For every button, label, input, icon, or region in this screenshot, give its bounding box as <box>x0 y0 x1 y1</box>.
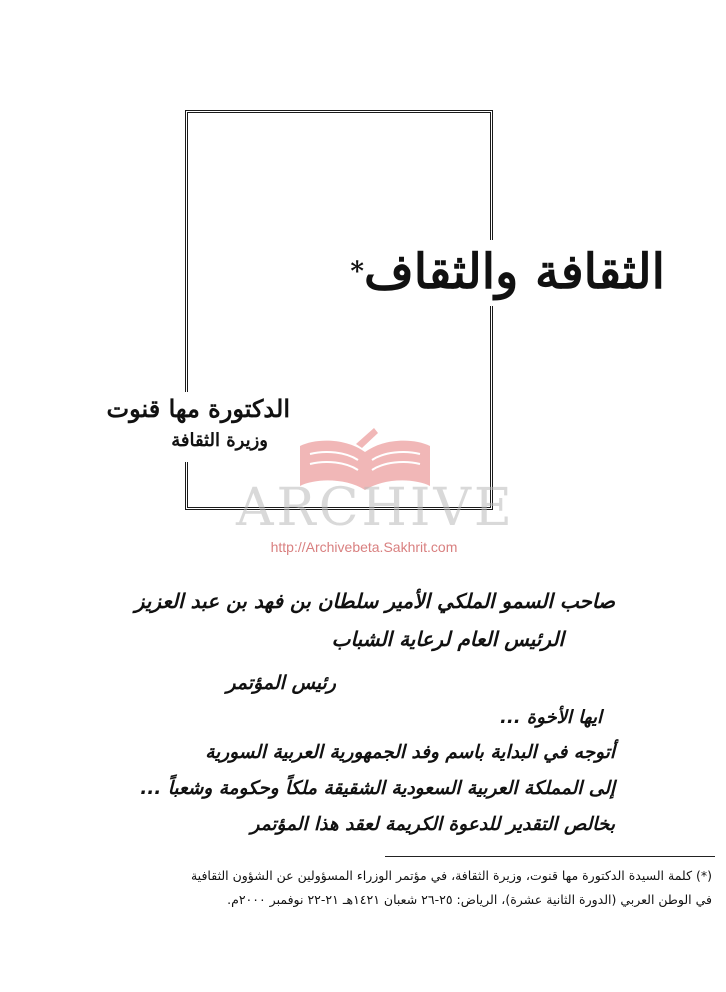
watermark-text: ARCHIVE <box>236 478 515 538</box>
author-block <box>90 392 290 462</box>
article-title <box>340 240 665 306</box>
greeting-line: ايها الأخوة ... <box>500 707 602 728</box>
body-paragraph-line: بخالص التقدير للدعوة الكريمة لعقد هذا المؤتمر <box>250 814 615 835</box>
conference-chair-line: رئيس المؤتمر <box>226 672 336 694</box>
body-paragraph-line: أتوجه في البداية باسم وفد الجمهورية العربية السورية <box>205 742 615 763</box>
footnote-line: (*) كلمة السيدة الدكتورة مها قنوت، وزيرة الثقافة، في مؤتمر الوزراء المسؤولين عن الشؤون الثقافية <box>190 868 712 883</box>
title-footnote-marker: * <box>350 257 364 287</box>
footnote-line: في الوطن العربي (الدورة الثانية عشرة)، الرياض: ٢٥-٢٦ شعبان ١٤٢١هـ ٢١-٢٢ نوفمبر ٢٠٠٠م. <box>227 892 712 907</box>
author-name: الدكتورة مها قنوت <box>106 394 290 423</box>
salutation-line: صاحب السمو الملكي الأمير سلطان بن فهد بن عبد العزيز <box>134 589 615 613</box>
author-role: وزيرة الثقافة <box>171 430 268 451</box>
footnote-divider <box>385 856 715 857</box>
watermark-url: http://Archivebeta.Sakhrit.com <box>270 539 458 555</box>
title-text: الثقافة والثقاف <box>363 244 665 300</box>
body-paragraph-line: إلى المملكة العربية السعودية الشقيقة ملكاً وحكومة وشعباً ... <box>140 778 615 799</box>
salutation-title-line: الرئيس العام لرعاية الشباب <box>331 627 564 651</box>
